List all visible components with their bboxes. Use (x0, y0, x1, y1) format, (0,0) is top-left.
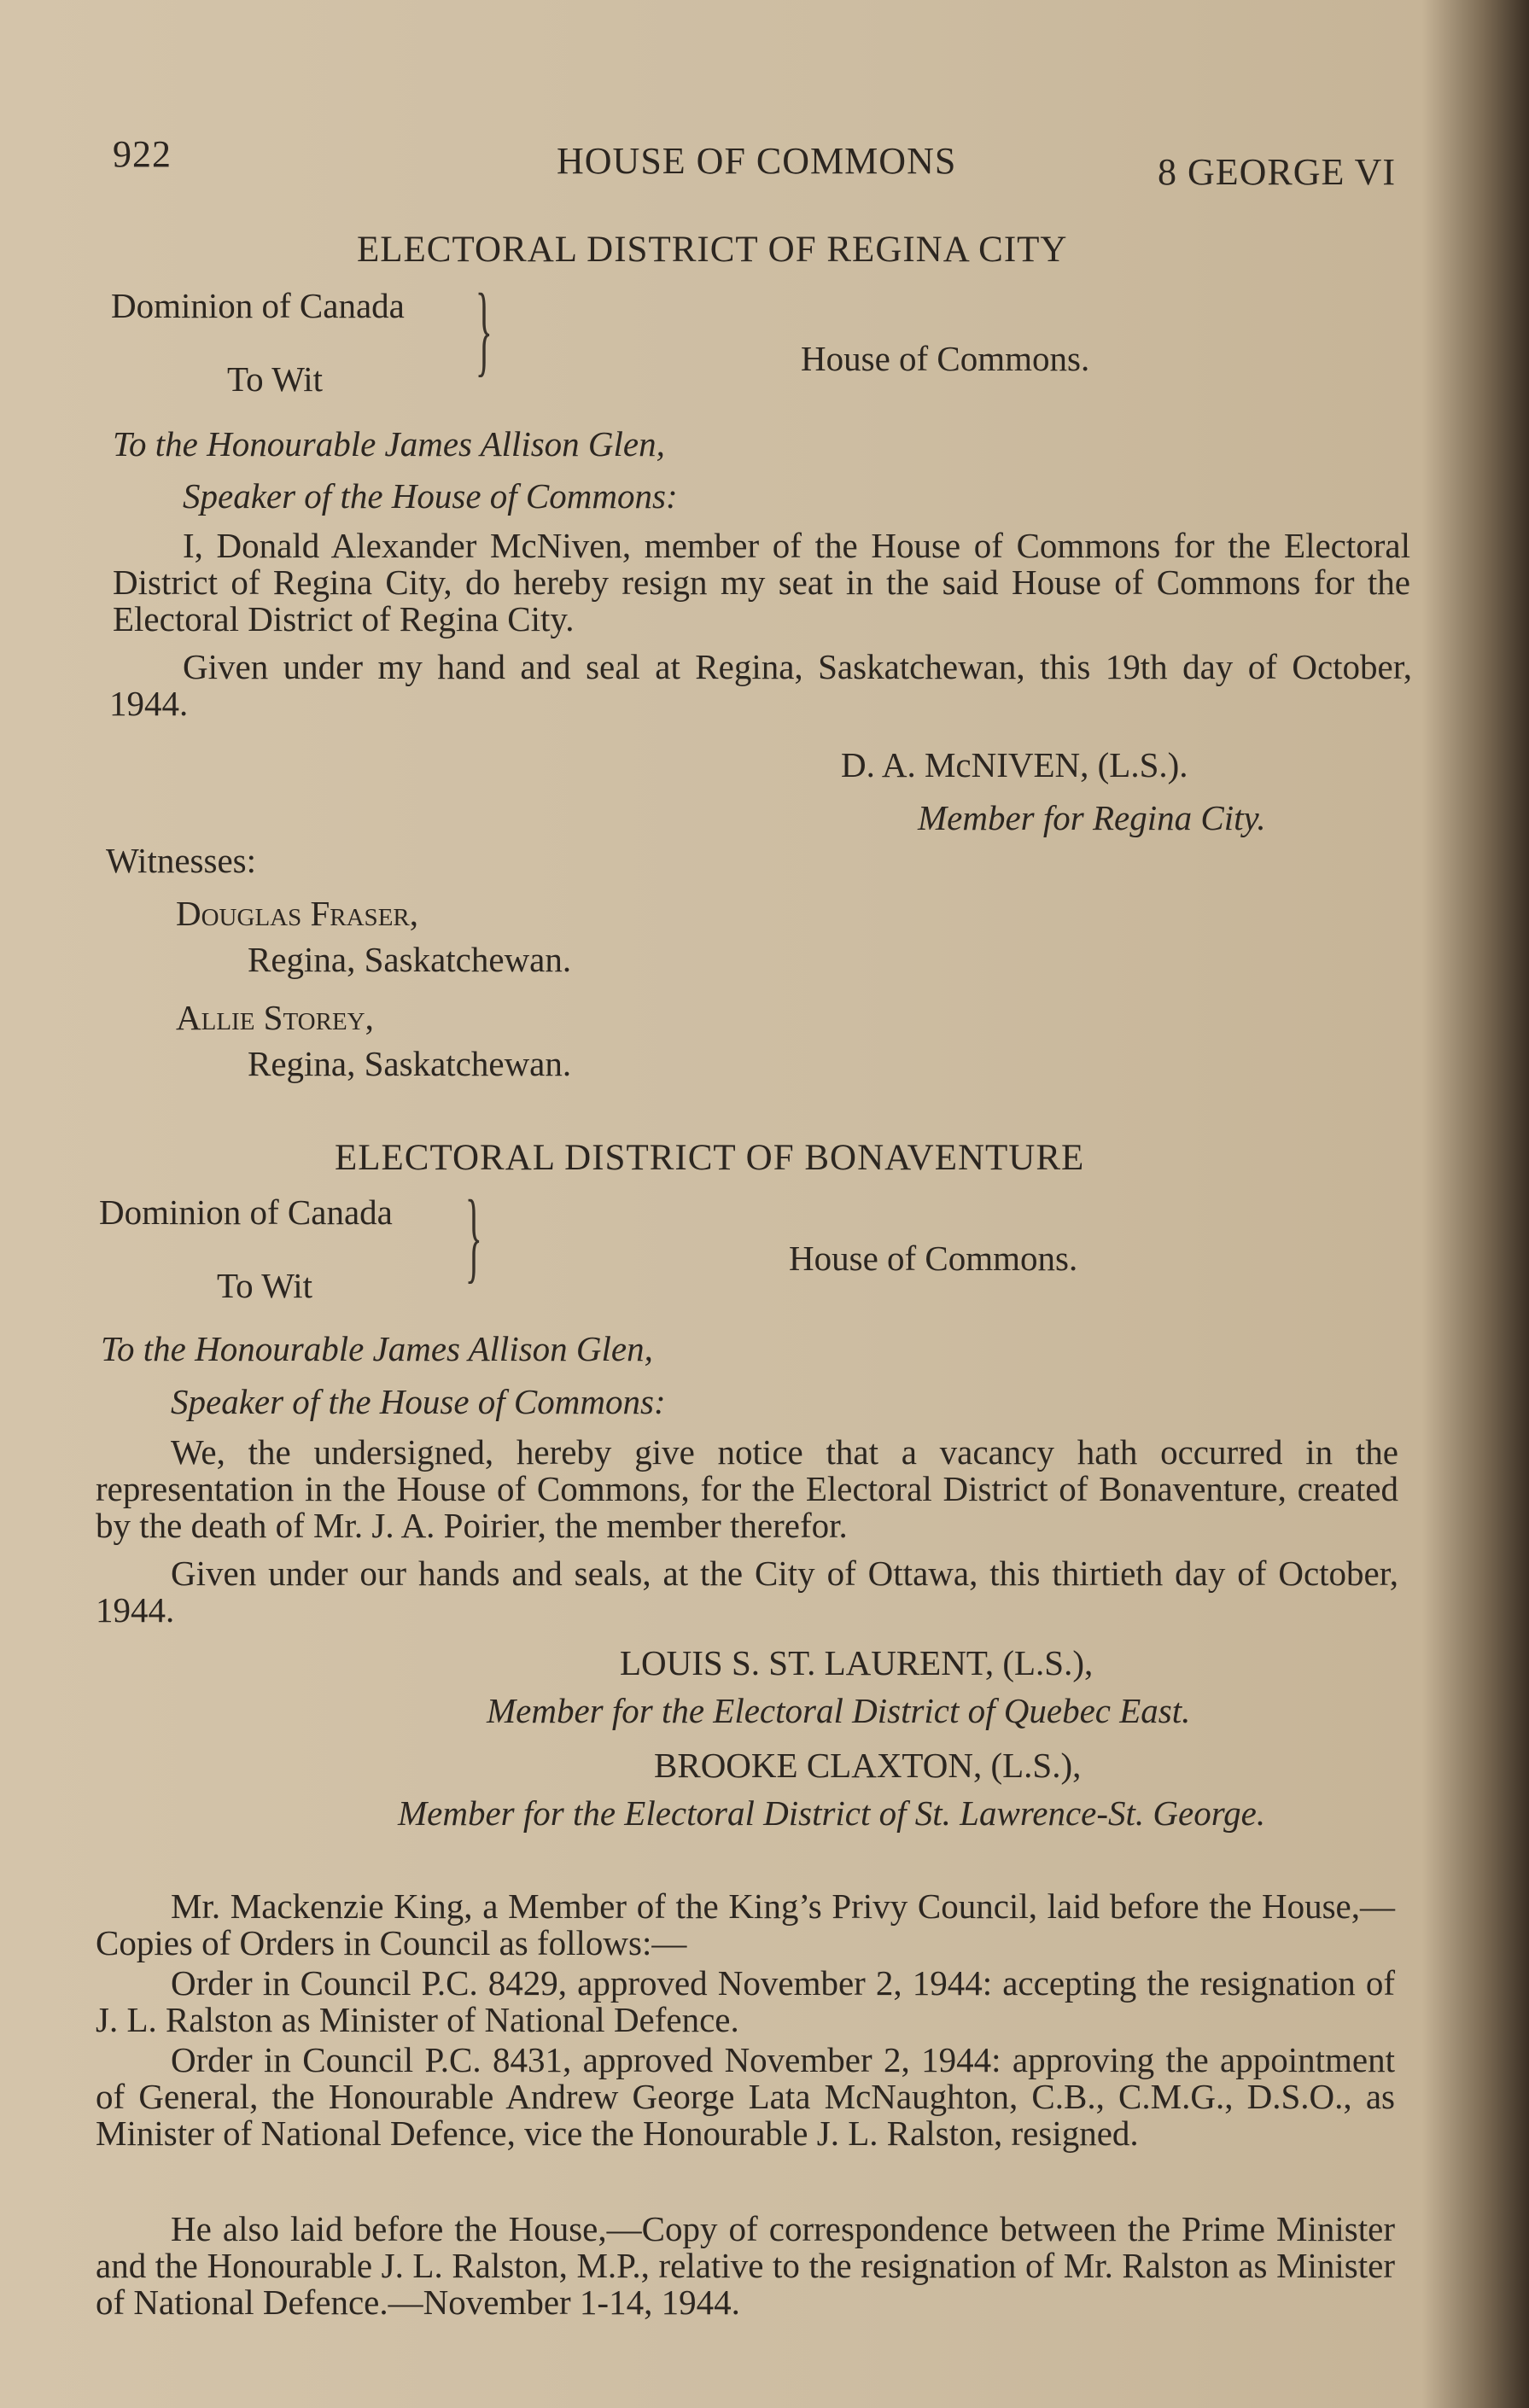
signer-name: D. A. McNIVEN, (L.S.). (841, 745, 1188, 784)
venue-house-of-commons: House of Commons. (789, 1239, 1078, 1278)
witness-name: Allie Storey, (176, 998, 374, 1037)
venue-to-wit: To Wit (217, 1266, 313, 1305)
given-statement: Given under my hand and seal at Regina, Saskatchewan, this 19th day of October, 1944. (109, 647, 1412, 723)
addressee-title: Speaker of the House of Commons: (183, 476, 678, 516)
brace-symbol: } (475, 272, 493, 386)
signer-name: LOUIS S. ST. LAURENT, (L.S.), (620, 1643, 1094, 1682)
page-number: 922 (113, 133, 172, 175)
order-in-council-item: Order in Council P.C. 8431, approved November 2, 1944: approving the appointment of General, the Honourable Andrew George Lata McNaughton, C.B., C.M.G., D.S.O., as Minister of National Defence, vice the Honourable J. L. Ralston, resigned. (96, 2040, 1395, 2153)
running-title: HOUSE OF COMMONS (557, 140, 957, 182)
venue-house-of-commons: House of Commons. (801, 339, 1090, 378)
addressee-line: To the Honourable James Allison Glen, (113, 424, 665, 464)
orders-intro: Mr. Mackenzie King, a Member of the King’s Privy Council, laid before the House,—Copies of Orders in Council as follows:— (96, 1886, 1395, 1962)
witnesses-label: Witnesses: (106, 841, 256, 880)
signer-title: Member for the Electoral District of St. Lawrence-St. George. (398, 1793, 1266, 1833)
signer-title: Member for the Electoral District of Quebec East. (487, 1691, 1191, 1730)
section-heading: ELECTORAL DISTRICT OF REGINA CITY (357, 230, 1068, 270)
addressee-line: To the Honourable James Allison Glen, (101, 1329, 653, 1368)
signer-title: Member for Regina City. (918, 798, 1266, 837)
witness-place: Regina, Saskatchewan. (248, 1044, 572, 1083)
resignation-text: I, Donald Alexander McNiven, member of the House of Commons for the Electoral District of Regina City, do hereby resign my seat in the said House of Commons for the Electoral District of Regina City. (113, 526, 1410, 638)
venue-dominion: Dominion of Canada (111, 286, 405, 325)
witness-place: Regina, Saskatchewan. (248, 940, 572, 979)
witness-name: Douglas Fraser, (176, 894, 418, 933)
section-heading: ELECTORAL DISTRICT OF BONAVENTURE (335, 1138, 1085, 1178)
given-statement: Given under our hands and seals, at the City of Ottawa, this thirtieth day of October, 1944. (96, 1554, 1398, 1630)
order-in-council-item: Order in Council P.C. 8429, approved November 2, 1944: accepting the resignation of J. L. Ralston as Minister of National Defence. (96, 1963, 1395, 2039)
brace-symbol: } (464, 1179, 482, 1292)
regnal-year: 8 GEORGE VI (1158, 151, 1397, 193)
correspondence-paragraph: He also laid before the House,—Copy of correspondence between the Prime Minister and the Honourable J. L. Ralston, M.P., relative to the resignation of Mr. Ralston as Minister of National Defence.—November 1-14, 1944. (96, 2209, 1395, 2322)
vacancy-notice-text: We, the undersigned, hereby give notice that a vacancy hath occurred in the representation in the House of Commons, for the Electoral District of Bonaventure, created by the death of Mr. J. A. Poirier, the member therefor. (96, 1432, 1398, 1545)
venue-dominion: Dominion of Canada (99, 1192, 393, 1232)
addressee-title: Speaker of the House of Commons: (171, 1382, 666, 1421)
venue-to-wit: To Wit (227, 359, 324, 399)
signer-name: BROOKE CLAXTON, (L.S.), (654, 1746, 1082, 1785)
